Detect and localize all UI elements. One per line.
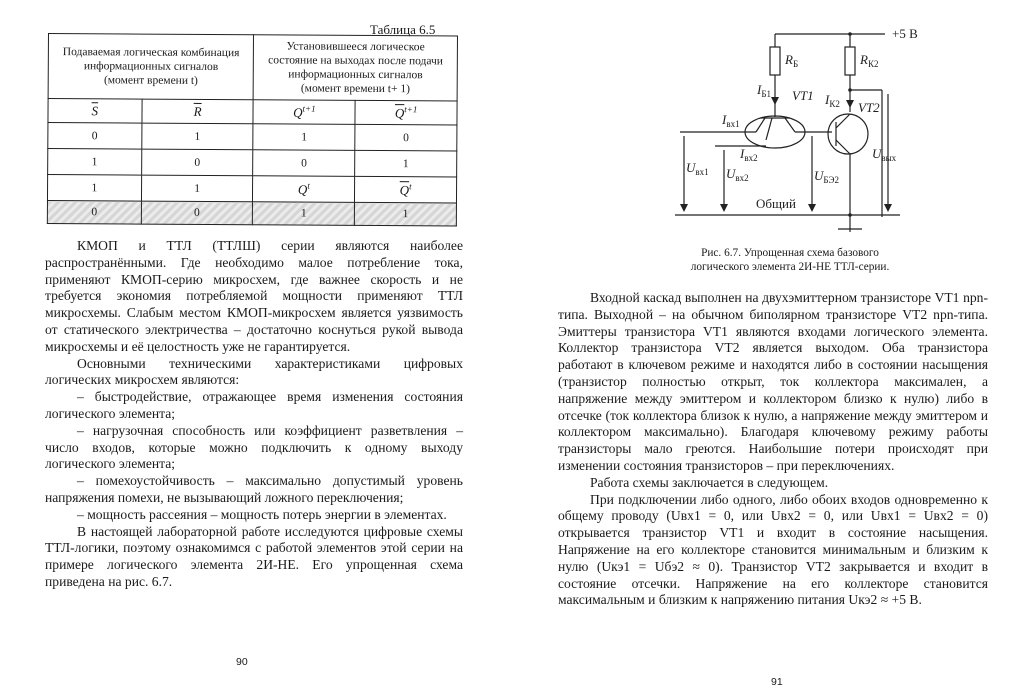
label-rk2: $R_{К2}$ — [860, 52, 879, 69]
paragraph: КМОП и ТТЛ (ТТЛШ) серии являются наиболее распространёнными. Где необходимо малое потребление тока, применяют КМОП-серию микросхем, где важнее скорость и не требуется экономия потребляемой мощности применяют ТТЛ микросхемы. Слабым местом КМОП-микросхем является уязвимость от статического электричества – достаточно коснуться рукой вывода микросхемы и её целостность уже не гарантируется. — [45, 238, 463, 354]
header-line: Установившееся логическое — [286, 40, 425, 54]
list-item: – нагрузочная способность или коэффициент разветвления – число входов, которые можно подключить к одному выходу логического элемента; — [45, 422, 463, 472]
cell: 1 — [47, 175, 141, 202]
cell: 0 — [253, 150, 355, 177]
cell: 1 — [355, 150, 457, 177]
table-row-shaded — [47, 200, 456, 225]
cell: 1 — [253, 202, 355, 226]
list-item: – быстродействие, отражающее время изменения состояния логического элемента; — [45, 389, 463, 421]
right-body-text — [558, 290, 988, 609]
caption-line: логического элемента 2И-НЕ ТТЛ-серии. — [690, 261, 890, 273]
header-line: информационных сигналов — [288, 68, 423, 82]
paragraph: Входной каскад выполнен на двухэмиттерном транзисторе VT1 npn-типа. Выходной – на обычном биполярном транзисторе VT2 npn-типа. Эмиттеры транзистора VT1 являются входами логического элемента. Коллектор транзистора VT2 является выходом. Оба транзистора работают в ключевом режиме и находятся либо в состоянии насыщения (транзистор полностью открыт, ток коллектора максимален, а напряжение между эмиттером и коллектором близко к нулю) либо в отсечке (ток коллектора близок к нулю, а напряжение между эмиттером и коллектором максимально). Благодаря ключевому режиму работы транзисторы мало греются. Наибольшие потери происходят при изменении состояния транзисторов – при переключениях. — [558, 290, 988, 473]
label-vt2: VT2 — [858, 100, 880, 115]
header-line: (момент времени t) — [103, 74, 198, 87]
cell: 0 — [48, 123, 142, 150]
list-item: – мощность рассеяния – мощность потерь энергии в элементах. — [77, 506, 447, 522]
table-row — [48, 149, 457, 177]
label-uout: $U_{вых}$ — [872, 146, 897, 163]
cell: 1 — [355, 202, 457, 226]
cell: 0 — [141, 149, 253, 176]
figure-caption — [650, 246, 930, 274]
table-caption: Таблица 6.5 — [370, 22, 436, 37]
cell: 0 — [47, 200, 141, 224]
circuit-diagram — [660, 22, 940, 232]
label-iin1: $I_{вх1}$ — [722, 112, 740, 129]
label-rb: $R_Б$ — [785, 52, 799, 69]
cell: 0 — [141, 201, 253, 225]
page-number: 90 — [236, 656, 248, 668]
label-ik2: $I_{К2}$ — [825, 92, 840, 109]
left-page — [0, 0, 510, 697]
label-uin1: $U_{вх1}$ — [686, 160, 709, 177]
page-number: 91 — [771, 676, 783, 688]
label-ube2: $U_{БЭ2}$ — [814, 168, 839, 185]
header-line: состояние на выходах после подачи — [268, 54, 444, 68]
label-ib1: $I_{Б1}$ — [757, 82, 772, 99]
col-header-s-bar: $\overline{S}$ — [48, 99, 142, 124]
cell: 1 — [141, 175, 253, 202]
left-body-text — [45, 238, 463, 591]
caption-line: Рис. 6.7. Упрощенная схема базового — [701, 247, 879, 259]
label-iin2: $I_{вх2}$ — [740, 146, 758, 163]
cell: 1 — [48, 149, 142, 176]
header-line: информационных сигналов — [83, 60, 219, 74]
col-header-q-bar-next: $\overline{Q}^{t+1}$ — [355, 100, 457, 125]
paragraph: При подключении либо одного, либо обоих входов одновременно к общему проводу (Uвх1 = 0, или Uвх2 = 0, или Uвх1 = Uвх2 = 0) открывается транзистор VT1 и входит в состояние насыщения. Напряжение на его коллекторе становится минимальным и близким к нулю (Uкэ1 = Uбэ2 ≈ 0). Транзистор VT2 закрывается и входит в состояние отсечки. Напряжение на его коллекторе становится максимальным и близким к напряжению питания Uкэ2 ≈ +5 В. — [558, 491, 988, 608]
label-common: Общий — [756, 196, 796, 211]
label-supply: +5 В — [892, 26, 918, 41]
col-header-q-next: $Q^{t+1}$ — [253, 100, 355, 125]
table-row — [48, 123, 457, 151]
list-item: – помехоустойчивость – максимально допустимый уровень напряжения помехи, не вызывающий ложного переключения; — [45, 473, 463, 505]
paragraph: В настоящей лабораторной работе исследуются цифровые схемы ТТЛ-логики, поэтому ознакомимся с работой элементов этой серии на примере логического элемента 2И-НЕ. Его упрощенная схема приведена на рис. 6.7. — [45, 523, 463, 589]
cell: 1 — [253, 124, 355, 151]
cell: 1 — [141, 123, 253, 150]
paragraph: Работа схемы заключается в следующем. — [590, 474, 829, 490]
label-vt1: VT1 — [792, 88, 814, 103]
table-header-inputs — [48, 34, 254, 100]
cell: $\overline{Q}^t$ — [355, 176, 457, 203]
paragraph: Основными техническими характеристиками цифровых логических микросхем являются: — [45, 355, 463, 388]
cell: $Q^t$ — [253, 176, 355, 203]
table-row — [47, 175, 456, 203]
truth-table — [47, 33, 458, 227]
header-line: Подаваемая логическая комбинация — [62, 46, 240, 60]
cell: 0 — [355, 124, 457, 151]
header-line: (момент времени t+ 1) — [300, 82, 410, 96]
col-header-r-bar: $\overline{R}$ — [142, 99, 254, 124]
label-uin2: $U_{вх2}$ — [726, 166, 749, 183]
table-header-outputs — [254, 35, 458, 101]
